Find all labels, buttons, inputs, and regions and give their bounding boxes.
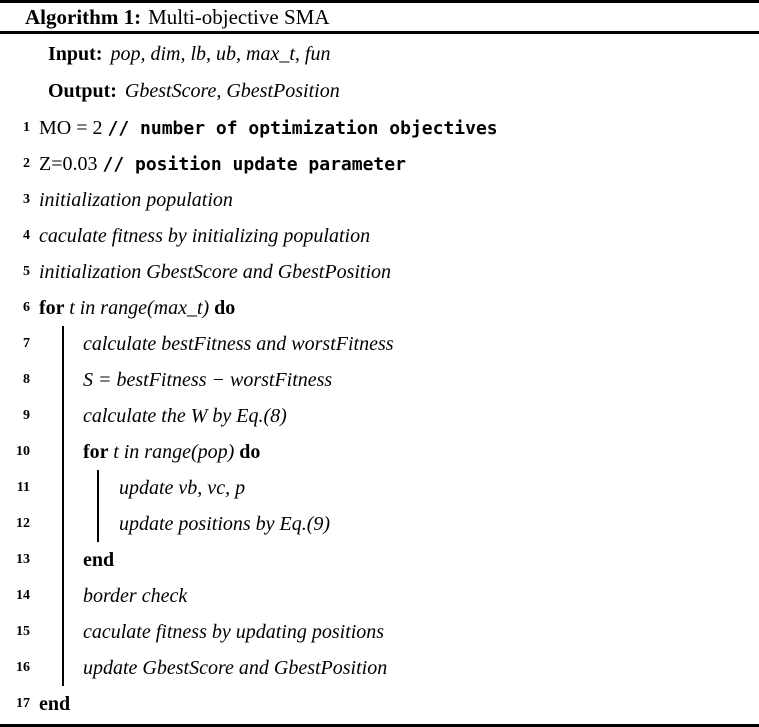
line-number: 16: [16, 660, 30, 675]
line-content: [0, 117, 498, 140]
output-value: GbestScore, GbestPosition: [124, 80, 340, 102]
code-keyword: for: [39, 296, 70, 319]
code-keyword: end: [83, 548, 115, 571]
line-number: 12: [16, 516, 30, 531]
algorithm-label: Algorithm 1:: [25, 4, 142, 29]
block-scope-rule: [62, 542, 64, 578]
algorithm-line: [0, 290, 759, 326]
code-keyword: do: [209, 296, 236, 319]
line-content: [0, 333, 394, 356]
code-text: MO = 2: [39, 116, 108, 139]
line-content: [0, 657, 387, 680]
line-content: [0, 297, 235, 320]
code-text: calculate the W by Eq.(8): [83, 404, 287, 427]
algorithm-line: [0, 686, 759, 722]
code-text: caculate fitness by updating positions: [83, 620, 385, 643]
algorithm-body: [0, 110, 759, 722]
code-text: update vb, vc, p: [119, 476, 246, 499]
block-scope-rule: [62, 506, 64, 542]
line-content: [0, 441, 260, 464]
algorithm-line: [0, 578, 759, 614]
line-number: 3: [23, 192, 30, 207]
block-scope-rule: [62, 362, 64, 398]
code-text: update positions by Eq.(9): [119, 512, 331, 535]
block-scope-rule: [62, 614, 64, 650]
code-text: caculate fitness by initializing population: [39, 224, 371, 247]
algorithm-line: [0, 218, 759, 254]
code-text: border check: [83, 584, 188, 607]
algorithm-header: [0, 3, 759, 34]
line-number: 10: [16, 444, 30, 459]
line-number: 1: [23, 120, 30, 135]
algorithm-line: [0, 146, 759, 182]
input-label: Input:: [48, 43, 103, 65]
algorithm-line: [0, 182, 759, 218]
code-text: calculate bestFitness and worstFitness: [83, 332, 394, 355]
code-text: t in range(pop): [113, 440, 235, 463]
line-number: 15: [16, 624, 30, 639]
algorithm-line: [0, 614, 759, 650]
line-content: [0, 621, 384, 644]
code-text: initialization population: [39, 188, 233, 211]
line-content: [0, 261, 391, 284]
line-content: [0, 369, 332, 392]
code-comment: // number of optimization objectives: [107, 117, 498, 139]
output-row: [0, 73, 759, 110]
algorithm-line: [0, 542, 759, 578]
algorithm-line: [0, 398, 759, 434]
code-keyword: for: [83, 440, 114, 463]
io-section: [0, 34, 759, 110]
algorithm-line: [0, 506, 759, 542]
line-number: 6: [23, 300, 30, 315]
line-number: 14: [16, 588, 30, 603]
line-number: 13: [16, 552, 30, 567]
algorithm-line: [0, 362, 759, 398]
code-comment: // position update parameter: [102, 153, 406, 175]
input-row: [0, 36, 759, 73]
code-text: initialization GbestScore and GbestPosition: [39, 260, 392, 283]
block-scope-rule: [62, 434, 64, 470]
line-number: 5: [23, 264, 30, 279]
algorithm-line: [0, 434, 759, 470]
line-number: 11: [16, 480, 30, 495]
algorithm-line: [0, 650, 759, 686]
code-text: Z=0.03: [39, 152, 103, 175]
code-keyword: end: [39, 692, 71, 715]
line-number: 9: [23, 408, 30, 423]
line-content: [0, 153, 406, 176]
block-scope-rule: [62, 326, 64, 362]
line-number: 17: [16, 696, 30, 711]
input-value: pop, dim, lb, ub, max_t, fun: [110, 43, 331, 65]
code-text: update GbestScore and GbestPosition: [83, 656, 388, 679]
algorithm-line: [0, 254, 759, 290]
code-text: t in range(max_t): [69, 296, 210, 319]
line-number: 7: [23, 336, 30, 351]
line-number: 2: [23, 156, 30, 171]
line-number: 4: [23, 228, 30, 243]
code-text: S = bestFitness − worstFitness: [83, 368, 333, 391]
algorithm-line: [0, 470, 759, 506]
block-scope-rule: [97, 506, 99, 542]
block-scope-rule: [62, 650, 64, 686]
block-scope-rule: [62, 470, 64, 506]
line-content: [0, 477, 245, 500]
block-scope-rule: [62, 398, 64, 434]
algorithm-line: [0, 326, 759, 362]
algorithm-line: [0, 110, 759, 146]
line-content: [0, 513, 330, 536]
line-content: [0, 189, 233, 212]
block-scope-rule: [97, 470, 99, 506]
line-content: [0, 225, 370, 248]
line-content: [0, 405, 287, 428]
line-number: 8: [23, 372, 30, 387]
block-scope-rule: [62, 578, 64, 614]
output-label: Output:: [48, 80, 117, 102]
algorithm-title: Multi-objective SMA: [148, 4, 330, 29]
code-keyword: do: [234, 440, 261, 463]
